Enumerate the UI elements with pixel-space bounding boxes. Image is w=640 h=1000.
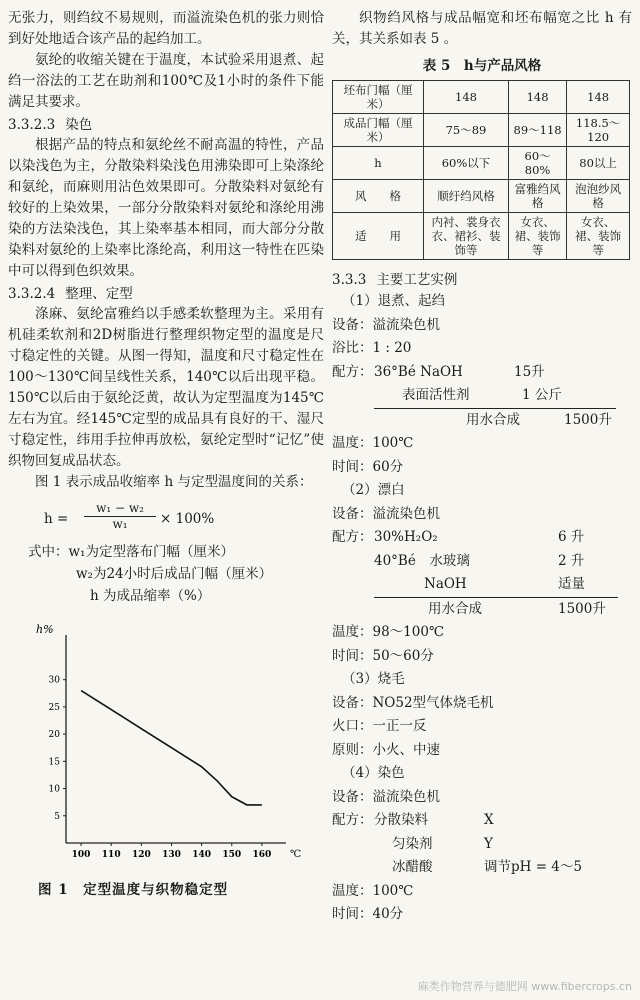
recipe-item: 分散染料 [374,812,428,828]
recipe-row [374,408,616,433]
where-item: w₁为定型落布门幅（厘米） [68,544,234,560]
recipe-row [332,550,632,574]
table-row [333,114,630,147]
process-line: 温度：100℃ [332,435,414,451]
section-number: 3.3.3 [332,272,367,288]
recipe-row [332,384,632,408]
x-tick-label: 150 [222,850,242,860]
x-tick-label: 140 [192,850,212,860]
recipe-item: 表面活性剂 [402,387,470,403]
process-line: 温度：98～100℃ [332,624,445,640]
formula-tail: × 100% [160,511,215,527]
x-tick-label: 120 [131,850,151,860]
recipe-label: 配方： [332,812,373,828]
recipe-item: 冰醋酸 [392,859,433,875]
section-heading [8,115,324,135]
recipe-row [332,809,632,833]
recipe-row [332,856,632,880]
process-line: 时间：40分 [332,906,404,922]
step-title: （4）染色 [342,765,405,781]
y-tick-label: 5 [54,811,60,822]
recipe-item: 匀染剂 [392,835,433,852]
process-line: 时间：60分 [332,458,404,475]
row-header: 风 格 [333,180,424,213]
recipe-amount: 调节pH = 4～5 [484,859,582,875]
figure-1 [8,611,324,901]
recipe-row [332,361,632,385]
formula-numerator: w₁ − w₂ [84,501,156,517]
shrinkage-formula [28,501,324,535]
table-title: 表 5 h与产品风格 [422,58,542,74]
table-cell: 89～118 [508,114,566,147]
section-number: 3.3.2.4 [8,286,56,302]
y-tick-label: 25 [48,702,60,713]
table-cell: 女衣、裙、装饰等 [508,213,566,260]
process-line: 设备：溢流染色机 [332,788,440,805]
where-label: 式中： [28,544,69,560]
process-line: 温度：100℃ [332,882,414,899]
section-title: 主要工艺实例 [376,272,458,288]
process-line: 火口：一正一反 [332,718,427,734]
step-title: （1）退煮、起绉 [342,293,446,309]
recipe-amount: 2 升 [558,552,585,569]
table-cell: 148 [424,81,509,114]
table-cell: 女衣、裙、装饰等 [567,213,630,260]
line-chart [8,611,308,876]
formula-legend [8,541,324,607]
recipe-item: 用水合成 [466,411,520,428]
y-axis-label: h% [36,623,54,636]
recipe-amount: 适量 [558,576,585,592]
recipe-item: 36°Bé NaOH [374,363,463,380]
formula-fraction [84,501,156,532]
recipe-amount: 1500升 [564,411,612,428]
recipe-amount: 6 升 [558,529,585,545]
table-row [333,180,630,213]
x-axis-label: ℃ [290,849,302,860]
recipe-item: 40°Bé 水玻璃 [374,552,470,569]
table-cell: 60～80% [508,147,566,180]
table-5 [332,80,630,260]
table-cell: 118.5～120 [567,114,630,147]
section-heading [8,284,324,304]
table-cell: 60%以下 [424,147,509,180]
formula-denominator: w₁ [112,517,128,531]
table-cell: 泡泡纱风格 [567,180,630,213]
paragraph: 织物绉风格与成品幅宽和坯布幅宽之比 h 有关，其关系如表 5 。 [332,10,632,47]
paragraph: 无张力，则绉纹不易规则，而溢流染色机的张力则恰到好处地适合该产品的起绉加工。 [8,10,324,47]
section-title: 整理、定型 [65,286,133,302]
process-line: 原则：小火、中速 [332,741,440,758]
y-tick-label: 15 [48,757,60,768]
section-title: 染色 [65,117,93,133]
table-cell: 148 [567,81,630,114]
table-cell: 内衬、裳身衣衣、裙衫、装饰等 [424,213,509,260]
step-title: （3）烧毛 [342,671,405,687]
paragraph: 根据产品的特点和氨纶丝不耐高温的特性，产品以染浅色为主，分散染料染浅色用沸染即可上染涤纶和氨纶，而麻则用沾色效果即可。分散染料对氨纶有较好的上染效果，一部分分散染料对氨纶和涤纶用沸染的方法染浅色，其上染率基本相同，而大部分分散染料对氨纶的上染率比涤纶高，利用这一特性在匹染中可以得到色织效果。 [8,137,324,279]
row-header: h [333,147,424,180]
series-line-h [81,691,262,805]
x-tick-label: 100 [71,850,91,860]
x-tick-label: 130 [162,850,181,860]
recipe-row [332,526,632,550]
step-title: （2）漂白 [342,482,405,498]
table-row [333,81,630,114]
recipe-row [374,597,618,622]
x-tick-label: 110 [101,850,121,860]
process-line: 设备：溢流染色机 [332,316,440,333]
recipe-item: 30%H₂O₂ [374,529,438,545]
table-cell: 75～89 [424,114,509,147]
recipe-label: 配方： [332,363,373,380]
row-header: 坯布门幅（厘米） [333,81,424,114]
process-line: 设备：溢流染色机 [332,505,440,522]
y-tick-label: 20 [48,730,60,741]
recipe-item: NaOH [424,576,467,592]
formula-lhs: h = [44,511,69,527]
recipe-row [332,833,632,857]
process-line: 浴比：1 : 20 [332,340,412,356]
recipe-label: 配方： [332,529,373,545]
paragraph: 涤麻、氨纶富雅绉以手感柔软整理为主。采用有机硅柔软剂和2D树脂进行整理织物定型的温度是尺寸稳定性的关键。从图一得知，温度和尺寸稳定性在100～130℃间呈线性关系，140℃以后出现平稳。150℃以后由于氨纶泛黄，故认为定型温度为145℃左右为宜。经145℃定型的成品具有良好的干、湿尺寸稳定性，纬用手拉伸再放松，氨纶定型时“记忆”使织物回复成品状态。 [8,306,324,469]
y-tick-label: 10 [48,784,60,795]
paragraph: 氨纶的收缩关键在于温度，本试验采用退煮、起绉一浴法的工艺在助剂和100℃及1小时的条件下能满足其要求。 [8,52,324,110]
x-tick-label: 160 [252,850,272,860]
process-line: 时间：50～60分 [332,647,434,664]
site-watermark: 麻类作物营养与德肥网 www.fibercrops.cn [417,980,632,993]
y-tick-label: 30 [48,675,60,686]
recipe-row [332,573,632,597]
recipe-amount: X [484,812,494,828]
paragraph: 图 1 表示成品收缩率 h 与定型温度间的关系： [35,474,313,490]
section-number: 3.3.2.3 [8,117,56,133]
recipe-amount: 15升 [514,363,545,380]
section-heading [332,270,632,290]
recipe-amount: 1500升 [558,600,606,617]
recipe-amount: 1 公斤 [522,387,562,403]
where-item: h 为成品缩率（%） [90,588,211,604]
table-cell: 80以上 [567,147,630,180]
row-header: 成品门幅（厘米） [333,114,424,147]
right-column [332,8,632,927]
table-cell: 148 [508,81,566,114]
table-row [333,147,630,180]
process-line: 设备：NO52型气体烧毛机 [332,694,494,711]
figure-caption: 图 1 定型温度与织物稳定型 [38,882,229,898]
left-column [8,8,324,901]
recipe-item: 用水合成 [428,600,482,617]
table-cell: 富雅绉风格 [508,180,566,213]
row-header: 适 用 [333,213,424,260]
table-cell: 顺纡绉风格 [424,180,509,213]
where-item: w₂为24小时后成品门幅（厘米） [76,566,273,582]
table-row [333,213,630,260]
recipe-amount: Y [484,835,493,852]
